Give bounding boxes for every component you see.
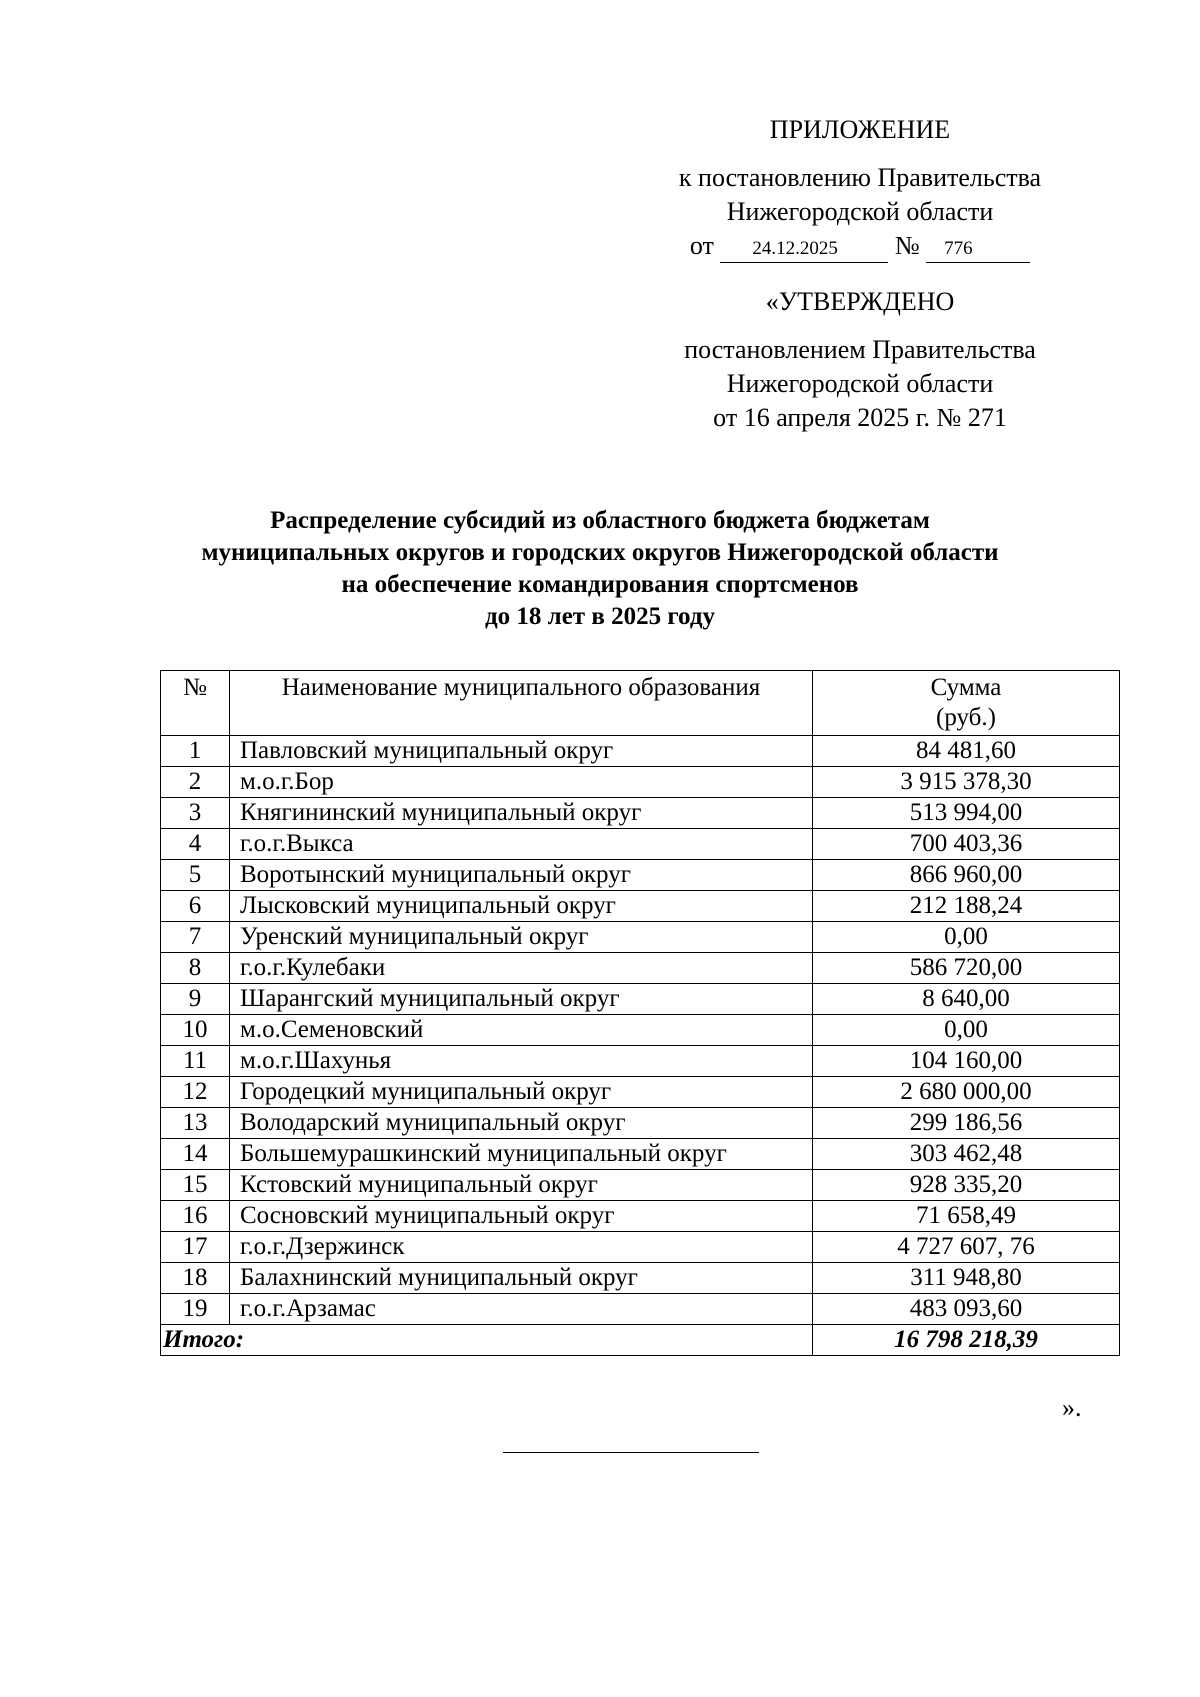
from-label: от [689,231,714,260]
decree-date-field: 24.12.2025 [720,236,888,263]
row-number: 8 [161,953,230,984]
table-row [161,984,1120,1015]
row-sum: 586 720,00 [813,953,1120,984]
row-name: г.о.г.Дзержинск [230,1232,813,1263]
row-number: 16 [161,1201,230,1232]
row-name: м.о.г.Бор [230,767,813,798]
row-sum: 104 160,00 [813,1046,1120,1077]
row-sum: 928 335,20 [813,1170,1120,1201]
table-row [161,1232,1120,1263]
table-row [161,1015,1120,1046]
row-name: м.о.Семеновский [230,1015,813,1046]
approved-line-2: Нижегородской области [726,369,994,398]
appendix-date-line [640,229,1080,263]
row-sum: 483 093,60 [813,1294,1120,1325]
row-number: 17 [161,1232,230,1263]
row-sum: 8 640,00 [813,984,1120,1015]
table-row [161,953,1120,984]
row-number: 1 [161,736,230,767]
table-row [161,736,1120,767]
row-name: Шарангский муниципальный округ [230,984,813,1015]
header-num: № [161,671,230,736]
row-number: 18 [161,1263,230,1294]
approved-title: «УТВЕРЖДЕНО [765,287,955,316]
row-name: Уренский муниципальный округ [230,922,813,953]
header-sum-line-1: Сумма [930,674,1002,701]
row-name: Кстовский муниципальный округ [230,1170,813,1201]
table-row [161,798,1120,829]
row-name: Большемурашкинский муниципальный округ [230,1139,813,1170]
row-name: г.о.г.Выкса [230,829,813,860]
row-number: 7 [161,922,230,953]
row-sum: 84 481,60 [813,736,1120,767]
table-row [161,1294,1120,1325]
row-sum: 71 658,49 [813,1201,1120,1232]
row-number: 5 [161,860,230,891]
table-row [161,1139,1120,1170]
row-name: г.о.г.Кулебаки [230,953,813,984]
approved-line-1: постановлением Правительства [684,335,1036,364]
distribution-table [160,670,1120,1356]
row-sum: 866 960,00 [813,860,1120,891]
decree-number-field: 776 [926,236,1030,263]
row-number: 12 [161,1077,230,1108]
row-number: 10 [161,1015,230,1046]
row-sum: 212 188,24 [813,891,1120,922]
row-name: м.о.г.Шахунья [230,1046,813,1077]
table-row [161,1046,1120,1077]
row-number: 13 [161,1108,230,1139]
table-row [161,829,1120,860]
heading-line-1: Распределение субсидий из областного бюджета бюджетам [270,507,930,534]
row-number: 3 [161,798,230,829]
row-sum: 299 186,56 [813,1108,1120,1139]
table-row [161,1263,1120,1294]
total-sum: 16 798 218,39 [813,1325,1120,1356]
table-header-row [161,671,1120,736]
row-name: Воротынский муниципальный округ [230,860,813,891]
table-row [161,1077,1120,1108]
table-row [161,1108,1120,1139]
row-sum: 700 403,36 [813,829,1120,860]
row-number: 4 [161,829,230,860]
number-label: № [894,231,920,260]
row-number: 2 [161,767,230,798]
heading-line-4: до 18 лет в 2025 году [485,603,715,630]
row-name: Городецкий муниципальный округ [230,1077,813,1108]
table-body [161,736,1120,1325]
appendix-line-2: Нижегородской области [726,197,994,226]
row-sum: 303 462,48 [813,1139,1120,1170]
header-sum-line-2: (руб.) [936,704,996,731]
total-row [161,1325,1120,1356]
row-number: 14 [161,1139,230,1170]
table-row [161,922,1120,953]
table-row [161,860,1120,891]
closing-quote: ». [1062,1393,1082,1422]
total-label: Итого: [161,1325,813,1356]
row-number: 6 [161,891,230,922]
row-sum: 4 727 607, 76 [813,1232,1120,1263]
table-row [161,767,1120,798]
row-name: Сосновский муниципальный округ [230,1201,813,1232]
row-number: 19 [161,1294,230,1325]
table-row [161,1201,1120,1232]
row-sum: 2 680 000,00 [813,1077,1120,1108]
appendix-title: ПРИЛОЖЕНИЕ [769,115,951,144]
row-sum: 0,00 [813,922,1120,953]
heading-line-2: муниципальных округов и городских округов Нижегородской области [201,539,999,566]
row-name: Лысковский муниципальный округ [230,891,813,922]
appendix-line-1: к постановлению Правительства [678,163,1042,192]
row-sum: 513 994,00 [813,798,1120,829]
row-name: Павловский муниципальный округ [230,736,813,767]
row-sum: 3 915 378,30 [813,767,1120,798]
heading-line-3: на обеспечение командирования спортсменов [341,571,859,598]
table-row [161,1170,1120,1201]
document-heading [120,505,1080,633]
header-sum [813,671,1120,736]
row-name: г.о.г.Арзамас [230,1294,813,1325]
table-row [161,891,1120,922]
row-number: 9 [161,984,230,1015]
row-name: Володарский муниципальный округ [230,1108,813,1139]
row-name: Балахнинский муниципальный округ [230,1263,813,1294]
appendix-block [640,113,1080,435]
approved-line-3: от 16 апреля 2025 г. № 271 [713,403,1007,432]
bottom-rule [503,1452,759,1453]
row-number: 11 [161,1046,230,1077]
row-sum: 0,00 [813,1015,1120,1046]
row-name: Княгининский муниципальный округ [230,798,813,829]
header-name: Наименование муниципального образования [230,671,813,736]
row-number: 15 [161,1170,230,1201]
row-sum: 311 948,80 [813,1263,1120,1294]
